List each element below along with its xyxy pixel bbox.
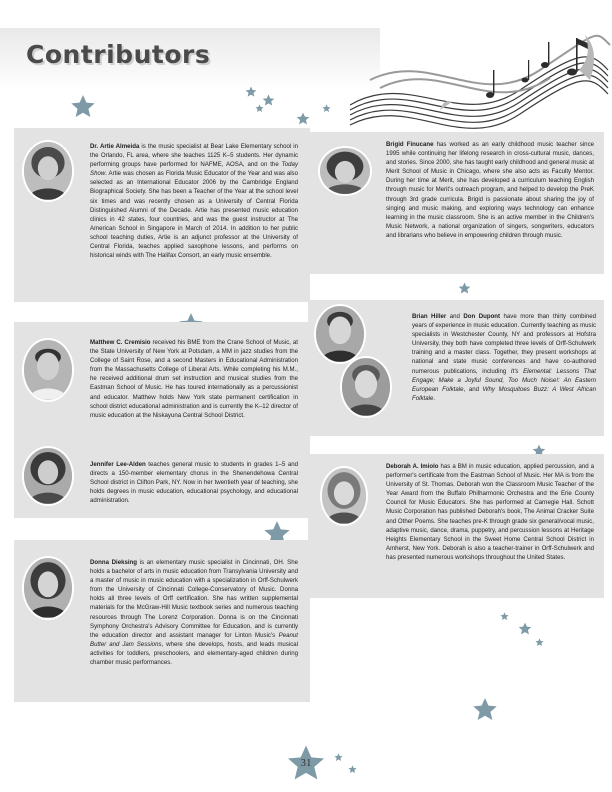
- star-icon: [472, 697, 498, 723]
- contributor-bio-finucane: Brigid Finucane has worked as an early childhood music teacher since 1995 while continuing her lifelong research in cross-cultural music, dances, and stories. Since 2000, she has taught early childhood and general music at Merit School of Music in Chicago, where she also acts as Faculty Mentor. During her time at Merit, she has developed a curriculum teaching English through music for Merit's outreach program, and helped to develop the PreK through 3rd grade curricula. Brigid is passionate about sharing the joy of singing and music making, and exploring ways technology can enhance learning in the music classroom. She is an active member in the Children's Music Network, a national organization of singers, songwriters, educators and librarians who believe in empowering children through music.: [386, 141, 595, 239]
- contributor-name: Deborah A. Imiolo: [386, 463, 439, 470]
- contributor-name: Dr. Artie Almeida: [90, 143, 140, 150]
- contributor-bio-imiolo: Deborah A. Imiolo has a BM in music education, applied percussion, and a performer's certificate from the Eastman School of Music. Her MA is from the University of St. Thomas. Deborah won the Classroom Music Teacher of the Year Award from the Buffalo Philharmonic Orchestra and the Erie County Council for Music Educators. She has performed at Carnegie Hall. Schott Music Corporation has published Deborah's book, The Animal Cracker Suite and Other Poems. She teaches pre-K through grade six general/vocal music, adaptive music, dance, drama, puppetry, and percussion lessons at Heritage Heights Elementary School in the Sweet Home Central School District in Amherst, New York. Deborah is also a teacher-trainer in Orff-Schulwerk and has presented numerous workshops throughout the United States.: [386, 463, 594, 561]
- contributor-name: Jennifer Lee-Alden: [90, 461, 146, 468]
- contributor-photo-dieksing: [22, 556, 74, 620]
- star-icon: [334, 753, 343, 762]
- star-icon: [348, 765, 357, 774]
- star-icon: [245, 86, 257, 98]
- contributor-photo-lee-alden: [22, 446, 74, 506]
- star-icon: [535, 638, 544, 647]
- contributor-bio-hiller-dupont: Brian Hiller and Don Dupont have more than thirty combined years of experience in music education. Currently teaching as music specialists in Westchester County, NY and professors at Hofstra University, they both have completed three levels of Orff-Schulwerk training and a master class. Together, they present workshops at national and state music conferences and have co-authored numerous publications, including It's Elemental: Lessons That Engage; Make a Joyful Sound, Too Much Noise!: An Eastern European Folktale, and Why Mosquitoes Buzz: A West African Folktale.: [412, 313, 597, 402]
- contributor-photo-cremisio: [22, 338, 74, 402]
- star-icon: [296, 112, 310, 126]
- contributor-name: Brigid Finucane: [386, 141, 434, 148]
- star-icon: [255, 104, 264, 113]
- page-number: 31: [300, 757, 312, 769]
- contributor-photo-imiolo: [320, 466, 368, 526]
- music-swirl-illustration: [340, 10, 612, 145]
- contributor-name: Don Dupont: [463, 313, 501, 320]
- contributor-photo-finucane: [318, 146, 372, 196]
- star-icon: [500, 612, 509, 621]
- star-icon: [322, 104, 331, 113]
- star-icon: [518, 622, 532, 636]
- contributor-photo-hiller: [314, 304, 366, 364]
- contributor-photo-almeida: [22, 140, 74, 202]
- contributor-name: Brian Hiller: [412, 313, 447, 320]
- star-icon: [458, 282, 471, 295]
- page-title: Contributors: [26, 40, 211, 69]
- contributor-bio-cremisio: Matthew C. Cremisio received his BME from the Crane School of Music, at the State University of New York at Potsdam, a MM in jazz studies from the College of Saint Rose, and a second Masters in Educational Administration from the Massachusetts College of Liberal Arts. While completing his M.M., he received additional drum set instruction and musical studies from the Eastman School of Music. He has toured internationally as a percussionist and educator. Matthew holds New York state permanent certification in school district educational administration and is currently the K–12 director of music education at the Niskayuna Central School District.: [90, 339, 298, 419]
- star-icon: [70, 94, 96, 120]
- contributor-name: Matthew C. Cremisio: [90, 339, 151, 346]
- contributor-bio-dieksing: Donna Dieksing is an elementary music specialist in Cincinnati, OH. She holds a bachelor of arts in music education from Transylvania University and a master of music in music education with a specialization in Orff-Schulwerk from the University of Cincinnati College-Conservatory of Music. Donna holds all three levels of Orff certification. She has written supplemental materials for the McGraw-Hill Music textbook series and numerous teaching resources through The Lorenz Corporation. Donna is on the Cincinnati Symphony Orchestra's Advisory Committee for Education, and is currently the education director and assistant manager for Linton Music's Peanut Butter and Jam Sessions, where she develops, hosts, and leads musical activities for toddlers, preschoolers, and elementary-aged children during chamber music performances.: [90, 559, 298, 667]
- contributor-bio-almeida: Dr. Artie Almeida is the music specialist at Bear Lake Elementary school in the Orlando, FL area, where she teaches 1125 K–5 students. Her dynamic performing groups have performed for NAFME, AOSA, and on the Today Show. Artie was chosen as Florida Music Educator of the Year and was also selected as an International Educator 2006 by the Cambridge England Biographical Society. She has been a Teacher of the Year at the school level six times and was recently chosen as a University of Central Florida Distinguished Alumni of the Decade. Artie has presented music education clinics in 42 states, four countries, and was the guest instructor at The American School in Singapore in March of 2014. In addition to her public school teaching duties, Artie is an adjunct professor at the University of Central Florida, teaches applied saxophone lessons, and performs on historical winds with The Halifax Consort, an early music ensemble.: [90, 143, 298, 260]
- contributor-name: Donna Dieksing: [90, 559, 138, 566]
- contributor-bio-lee-alden: Jennifer Lee-Alden teaches general music to students in grades 1–5 and directs a 150-member elementary chorus in the Shenendehowa Central School district in Clifton Park, NY. Now in her twentieth year of teaching, she holds degrees in music education, educational psychology, and educational administration.: [90, 461, 299, 505]
- contributor-photo-dupont: [340, 356, 392, 418]
